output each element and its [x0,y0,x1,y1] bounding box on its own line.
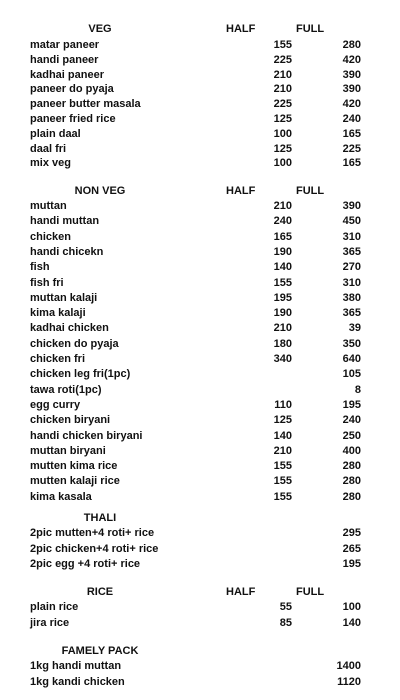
section-title: NON VEG [74,185,126,197]
full-column-label: FULL [296,586,325,598]
full-price: 140 [342,616,361,629]
menu-item [0,526,400,541]
section-title: THALI [83,512,117,524]
menu-item [0,291,400,306]
full-price: 640 [342,353,361,365]
half-price: 110 [274,398,292,411]
half-price: 165 [273,230,292,243]
item-name: fish fri [30,276,64,289]
full-price: 1120 [337,675,361,688]
menu-item [0,659,400,674]
menu-item [0,474,400,489]
item-name: muttan biryani [30,444,106,457]
menu-item [0,97,400,112]
menu-item [0,616,400,631]
full-price: 390 [342,83,361,96]
full-price: 380 [342,291,361,304]
menu-item [0,367,400,382]
full-price: 195 [342,398,361,411]
item-name: kima kasala [30,490,92,503]
half-price: 190 [273,245,292,258]
half-price: 210 [273,322,292,335]
menu-item [0,214,400,229]
item-name: chicken [30,230,71,243]
section-header [0,585,400,600]
item-name: muttan kalaji [30,291,98,304]
item-name: chicken fri [30,353,86,365]
half-price: 155 [273,460,292,473]
half-price: 155 [273,39,292,51]
full-price: 390 [342,200,361,212]
full-price: 280 [342,490,361,503]
menu-item [0,383,400,398]
menu-item [0,199,400,214]
full-price: 270 [342,261,361,274]
item-name: kadhai paneer [30,68,104,81]
full-price: 225 [342,142,361,155]
menu-item [0,429,400,444]
full-price: 240 [342,113,361,125]
half-price: 140 [273,261,292,274]
full-price: 165 [342,157,361,170]
item-name: paneer butter masala [30,98,141,111]
menu-item [0,337,400,352]
menu-item [0,398,400,413]
item-name: handi chicekn [30,245,104,258]
item-name: egg curry [30,398,81,411]
menu-item [0,112,400,127]
menu-item [0,245,400,260]
half-price: 125 [273,414,292,427]
half-price: 85 [279,616,292,629]
menu-item [0,82,400,97]
menu-item [0,675,400,690]
item-name: handi chicken biryani [30,429,143,442]
section-header [0,22,400,37]
item-name: mix veg [30,157,71,170]
section-title: RICE [86,586,114,598]
item-name: daal fri [30,142,67,155]
full-column-label: FULL [296,23,325,35]
menu-item [0,156,400,171]
menu-item [0,142,400,157]
item-name: 2pic mutten+4 roti+ rice [30,527,155,539]
menu-item [0,276,400,291]
section-title: VEG [88,23,112,35]
half-price: 180 [273,337,292,350]
section-header [0,184,400,199]
full-price: 350 [342,337,361,350]
section-header [0,644,400,659]
full-price: 280 [342,460,361,473]
half-price: 340 [273,353,292,365]
full-price: 8 [354,383,361,396]
full-price: 390 [342,68,361,81]
full-price: 420 [342,98,361,111]
half-price: 195 [273,291,292,304]
full-price: 265 [342,542,361,555]
half-column-label: HALF [226,185,256,197]
menu-item [0,260,400,275]
menu-item [0,490,400,505]
half-price: 190 [273,307,292,320]
half-price: 125 [273,113,292,125]
item-name: kadhai chicken [30,322,109,335]
menu-item [0,352,400,367]
half-price: 125 [273,142,292,155]
full-price: 365 [342,307,361,320]
full-price: 450 [342,215,361,228]
half-price: 210 [273,83,292,96]
half-column-label: HALF [226,586,256,598]
item-name: tawa roti(1pc) [30,383,102,396]
item-name: chicken biryani [30,414,111,427]
full-price: 105 [342,368,361,381]
full-price: 420 [342,53,361,66]
half-price: 225 [273,53,292,66]
full-price: 165 [342,127,361,140]
menu-item [0,459,400,474]
half-price: 210 [273,68,292,81]
menu-item [0,542,400,557]
full-price: 365 [342,245,361,258]
half-price: 55 [279,601,292,613]
item-name: paneer do pyaja [30,83,114,96]
full-price: 280 [342,475,361,488]
section-header [0,511,400,526]
menu-item [0,38,400,53]
half-price: 210 [273,200,292,212]
menu-item [0,444,400,459]
menu-item [0,321,400,336]
full-price: 250 [342,429,361,442]
item-name: plain daal [30,127,81,140]
item-name: 2pic egg +4 roti+ rice [30,558,141,570]
half-price: 155 [273,276,292,289]
full-price: 1400 [336,660,361,672]
half-price: 240 [273,215,292,228]
item-name: handi muttan [30,215,100,228]
full-price: 400 [342,444,361,457]
item-name: fish [30,261,50,274]
full-price: 295 [342,527,361,539]
full-column-label: FULL [296,185,325,197]
full-price: 280 [342,39,361,51]
item-name: mutten kima rice [30,460,118,473]
item-name: muttan [30,200,67,212]
item-name: paneer fried rice [30,113,116,125]
item-name: kima kalaji [30,307,86,320]
item-name: 1kg handi muttan [30,660,122,672]
half-price: 100 [273,127,292,140]
full-price: 310 [342,276,361,289]
item-name: jira rice [30,616,70,629]
full-price: 310 [342,230,361,243]
half-price: 225 [273,98,292,111]
full-price: 240 [342,414,361,427]
menu-item [0,53,400,68]
full-price: 100 [342,601,361,613]
item-name: plain rice [30,601,79,613]
item-name: mutten kalaji rice [30,475,120,488]
half-price: 100 [273,157,292,170]
menu-item [0,600,400,615]
full-price: 39 [348,322,361,335]
menu-item [0,230,400,245]
full-price: 195 [342,558,361,570]
menu-item [0,413,400,428]
item-name: 2pic chicken+4 roti+ rice [30,542,159,555]
menu-item [0,127,400,142]
menu-item [0,557,400,572]
half-price: 140 [273,429,292,442]
item-name: chicken do pyaja [30,337,119,350]
menu-item [0,68,400,83]
section-title: FAMELY PACK [61,645,139,657]
item-name: matar paneer [30,39,100,51]
half-price: 155 [273,475,292,488]
item-name: handi paneer [30,53,99,66]
item-name: chicken leg fri(1pc) [30,368,131,381]
half-price: 155 [273,490,292,503]
half-column-label: HALF [226,23,256,35]
item-name: 1kg kandi chicken [30,675,125,688]
half-price: 210 [273,444,292,457]
menu-item [0,306,400,321]
